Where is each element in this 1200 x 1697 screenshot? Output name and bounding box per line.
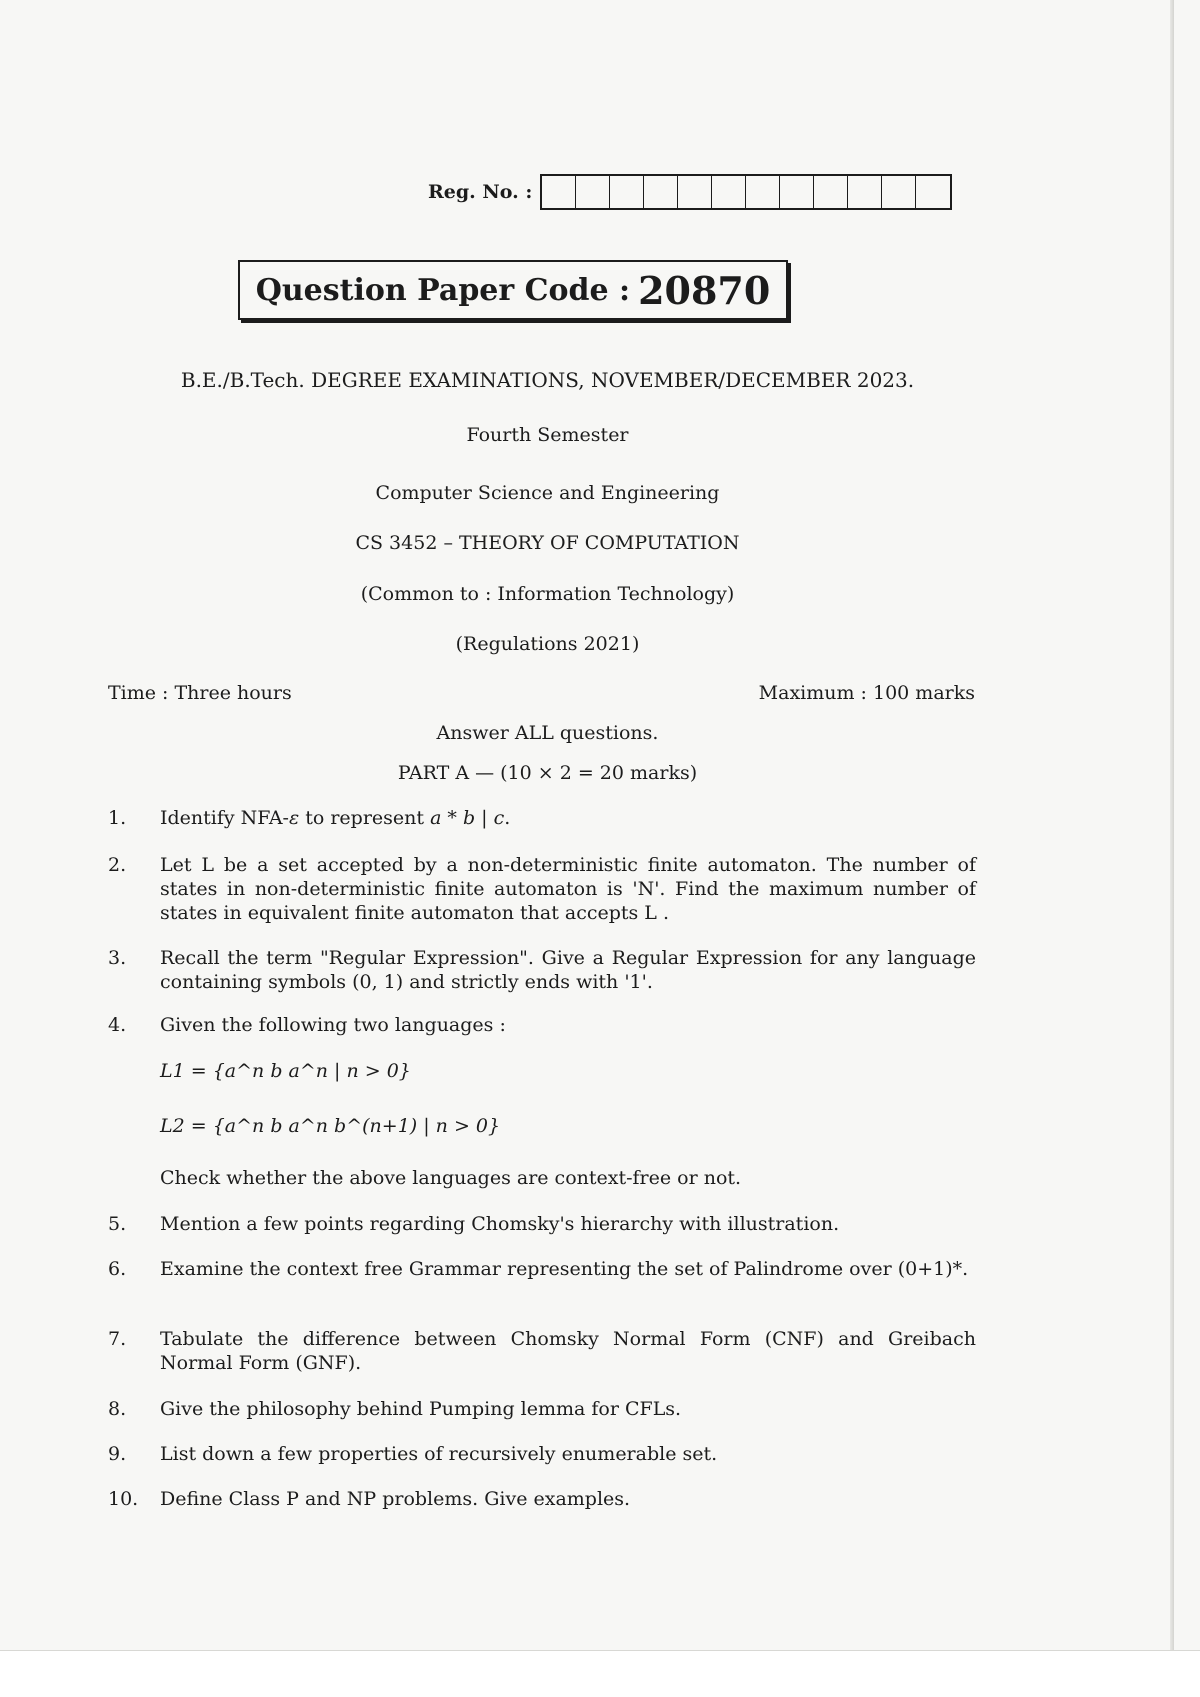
department: Computer Science and Engineering	[375, 482, 720, 504]
question-8	[108, 1397, 976, 1421]
reg-no-box	[610, 176, 644, 208]
time-info: Time : Three hours	[108, 682, 292, 704]
question-4	[108, 1013, 976, 1037]
question-number: 5.	[108, 1213, 127, 1235]
language-l2-text: L2 = {a^n b a^n b^(n+1) | n > 0}	[160, 1115, 501, 1137]
reg-no-box	[678, 176, 712, 208]
q1-text-mid: to represent	[299, 807, 431, 829]
reg-no-box	[576, 176, 610, 208]
question-text: Given the following two languages :	[160, 1014, 506, 1036]
language-l2	[160, 1115, 500, 1137]
reg-no-box	[746, 176, 780, 208]
page-bottom-edge	[0, 1650, 1200, 1697]
question-text: Examine the context free Grammar representing the set of Palindrome over (0+1)*.	[160, 1258, 969, 1280]
page-shadow	[1170, 0, 1174, 1650]
question-9	[108, 1442, 976, 1466]
question-number: 6.	[108, 1258, 127, 1280]
question-5	[108, 1212, 976, 1236]
max-marks: Maximum : 100 marks	[758, 682, 975, 704]
reg-no-box	[916, 176, 950, 208]
q1-text-post: .	[504, 807, 511, 829]
question-number: 7.	[108, 1328, 127, 1350]
common-to: (Common to : Information Technology)	[360, 583, 735, 605]
question-text: Tabulate the difference between Chomsky Normal Form (CNF) and Greibach Normal Form (GNF).	[160, 1328, 976, 1374]
question-text: List down a few properties of recursively enumerable set.	[160, 1443, 718, 1465]
semester: Fourth Semester	[466, 424, 629, 446]
question-1	[108, 806, 976, 830]
q1-epsilon: ε	[288, 807, 300, 829]
question-7	[108, 1327, 976, 1375]
reg-no-box	[644, 176, 678, 208]
reg-no-boxes	[540, 174, 952, 210]
regulations: (Regulations 2021)	[455, 633, 640, 655]
q1-text-pre: Identify NFA-	[160, 807, 289, 829]
reg-no-box	[712, 176, 746, 208]
qpc-label: Question Paper Code :	[255, 272, 631, 308]
question-text: Recall the term "Regular Expression". Give a Regular Expression for any language containing symbols (0, 1) and strictly ends with '1'.	[160, 947, 976, 993]
question-number: 4.	[108, 1014, 127, 1036]
question-10	[108, 1487, 976, 1511]
subject: CS 3452 – THEORY OF COMPUTATION	[355, 532, 740, 554]
reg-no-box	[542, 176, 576, 208]
reg-no-box	[780, 176, 814, 208]
question-text: Mention a few points regarding Chomsky's hierarchy with illustration.	[160, 1213, 840, 1235]
part-heading: PART A — (10 × 2 = 20 marks)	[397, 762, 698, 784]
reg-no-box	[814, 176, 848, 208]
question-number: 8.	[108, 1398, 127, 1420]
reg-no-box	[882, 176, 916, 208]
question-text: Let L be a set accepted by a non-deterministic finite automaton. The number of states in non-deterministic finite automaton is 'N'. Find the maximum number of states in equivalent finite automaton that accepts L .	[160, 854, 976, 924]
question-number: 9.	[108, 1443, 127, 1465]
q1-expression: a * b | c	[430, 807, 505, 829]
language-l1	[160, 1060, 411, 1082]
exam-title: B.E./B.Tech. DEGREE EXAMINATIONS, NOVEMBER/DECEMBER 2023.	[180, 368, 915, 392]
question-6	[108, 1257, 976, 1281]
question-paper-code-box	[238, 260, 788, 320]
reg-no-box	[848, 176, 882, 208]
question-text: Give the philosophy behind Pumping lemma for CFLs.	[160, 1398, 682, 1420]
reg-no-field	[428, 172, 952, 212]
question-3	[108, 946, 976, 994]
question-number: 10.	[108, 1488, 139, 1510]
qpc-code: 20870	[638, 267, 771, 313]
question-2	[108, 853, 976, 925]
question-number: 1.	[108, 807, 127, 829]
instruction: Answer ALL questions.	[436, 722, 659, 744]
q4-followup: Check whether the above languages are context-free or not.	[160, 1167, 742, 1189]
reg-no-label: Reg. No. :	[428, 181, 533, 203]
question-number: 2.	[108, 854, 127, 876]
question-text: Define Class P and NP problems. Give examples.	[160, 1488, 631, 1510]
question-number: 3.	[108, 947, 127, 969]
language-l1-text: L1 = {a^n b a^n | n > 0}	[160, 1060, 411, 1082]
